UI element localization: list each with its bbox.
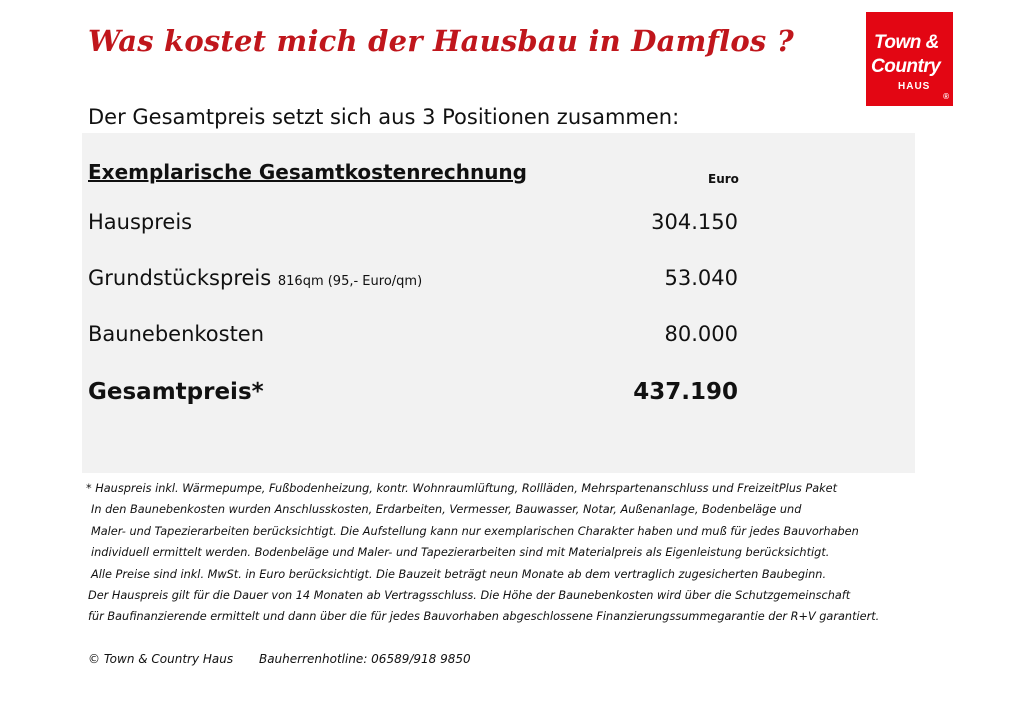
footnote-line: Maler- und Tapezierarbeiten berücksichtigt. Die Aufstellung kann nur exemplarischen Charakter haben und muß für jedes Bauvorhaben [91,524,859,538]
footer-copyright: © Town & Country Haus [88,652,234,666]
row-label-grundstueckspreis [88,266,422,290]
row-note: 816qm (95,- Euro/qm) [277,274,423,289]
row-label-text: Grundstückspreis [88,266,272,290]
footnote-line: für Baufinanzierende ermittelt und dann über die für jedes Bauvorhaben abgeschlossene Finanzierungssummegarantie der R+V garantiert. [88,610,880,624]
row-value-baunebenkosten: 80.000 [664,322,738,346]
footnote-line: individuell ermittelt werden. Bodenbeläge und Maler- und Tapezierarbeiten sind mit Materialpreis als Eigenleistung berücksichtigt. [91,546,830,560]
logo-line-3: HAUS [898,81,931,92]
footnotes [86,478,986,628]
row-label-text: Hauspreis [88,210,193,234]
row-value-grundstueckspreis: 53.040 [664,266,738,290]
table-heading: Exemplarische Gesamtkostenrechnung [88,160,527,184]
row-label-hauspreis [88,210,192,234]
logo-line-2: Country [871,56,941,77]
total-value: 437.190 [633,379,738,405]
row-value-hauspreis: 304.150 [651,210,738,234]
footnote-line: Alle Preise sind inkl. MwSt. in Euro berücksichtigt. Die Bauzeit beträgt neun Monate ab dem vertraglich zugesicherten Baubeginn. [91,567,827,581]
logo-line-1: Town & [874,32,939,53]
footnote-line: Der Hauspreis gilt für die Dauer von 14 Monaten ab Vertragsschluss. Die Höhe der Baunebenkosten wird über die Schutzgemeinschaft [88,589,851,603]
currency-header: Euro [708,172,739,186]
footnote-line: In den Baunebenkosten wurden Anschlusskosten, Erdarbeiten, Vermesser, Bauwasser, Notar, Außenanlage, Bodenbeläge und [91,503,802,517]
page-subtitle: Der Gesamtpreis setzt sich aus 3 Positionen zusammen: [88,105,680,129]
town-country-logo [866,12,953,106]
row-label-baunebenkosten [88,322,264,346]
page-headline: Was kostet mich der Hausbau in Damflos ? [88,24,794,58]
row-label-text: Baunebenkosten [88,322,265,346]
footnote-line: * Hauspreis inkl. Wärmepumpe, Fußbodenheizung, kontr. Wohnraumlüftung, Rollläden, Mehrspartenanschluss und FreizeitPlus Paket [86,482,838,495]
footer-hotline: Bauherrenhotline: 06589/918 9850 [258,652,471,666]
footer [88,652,471,666]
registered-mark: ® [943,92,949,101]
total-label: Gesamtpreis* [88,379,264,405]
cost-table-panel [82,133,915,473]
